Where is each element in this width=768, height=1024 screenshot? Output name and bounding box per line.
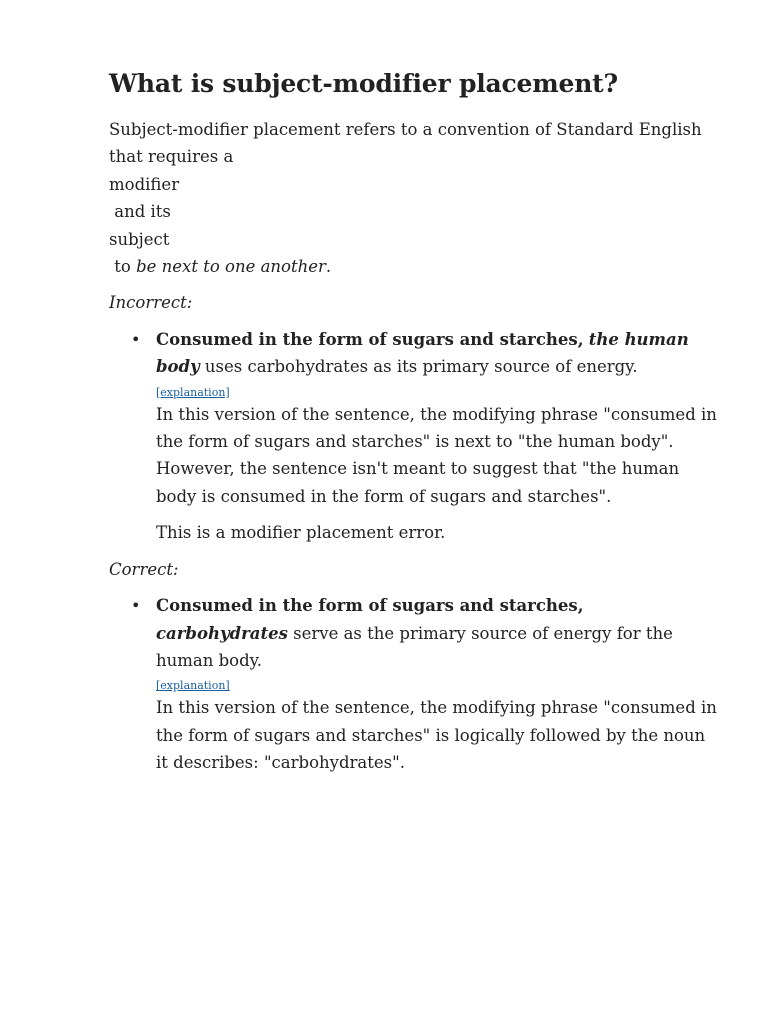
bullet-icon: • xyxy=(131,596,141,616)
incorrect-sentence-bold: Consumed in the form of sugars and starches, xyxy=(156,329,584,349)
intro-line-3 xyxy=(109,253,719,280)
bullet-icon: • xyxy=(131,329,141,349)
incorrect-sentence-subject: the human body xyxy=(156,329,689,377)
correct-explanation-text: In this version of the sentence, the modifying phrase "consumed in the form of sugars and starches" is logically followed by the noun it describes: "carbohydrates". xyxy=(156,698,717,773)
intro-term-subject: subject xyxy=(109,229,170,249)
intro-term-modifier: modifier xyxy=(109,174,180,194)
list-item xyxy=(131,592,719,776)
incorrect-explanation-link[interactable]: [explanation] xyxy=(156,385,230,399)
incorrect-example-list xyxy=(109,326,719,547)
intro-line-1: Subject-modifier placement refers to a convention of Standard English that requires a xyxy=(109,120,702,167)
correct-sentence-bold: Consumed in the form of sugars and starches, xyxy=(156,596,584,616)
correct-example-list xyxy=(109,592,719,776)
incorrect-example-sentence xyxy=(156,326,719,381)
correct-sentence-subject: carbohydrates xyxy=(156,623,288,643)
incorrect-label: Incorrect: xyxy=(109,293,193,313)
intro-line-3-italic: be next to one another xyxy=(136,257,326,277)
correct-label: Correct: xyxy=(109,559,179,579)
intro-line-3-suffix: . xyxy=(325,257,332,277)
list-item xyxy=(131,326,719,547)
correct-example-sentence xyxy=(156,592,719,674)
page-title: What is subject-modifier placement? xyxy=(109,69,618,98)
incorrect-sentence-rest: uses carbohydrates as its primary source of energy. xyxy=(199,357,638,377)
correct-explanation-link[interactable]: [explanation] xyxy=(156,679,230,693)
intro-paragraph xyxy=(109,116,719,280)
intro-line-2: and its xyxy=(109,202,171,222)
intro-line-3-prefix: to xyxy=(109,257,137,277)
incorrect-explanation-text: In this version of the sentence, the modifying phrase "consumed in the form of sugars and starches" is next to "the human body". However, the sentence isn't meant to suggest that "the human body is consumed in the form of sugars and starches". xyxy=(156,404,717,506)
correct-sentence-rest: serve as the primary source of energy for the human body. xyxy=(156,623,673,670)
document-page xyxy=(109,66,719,786)
incorrect-error-note: This is a modifier placement error. xyxy=(156,523,446,543)
